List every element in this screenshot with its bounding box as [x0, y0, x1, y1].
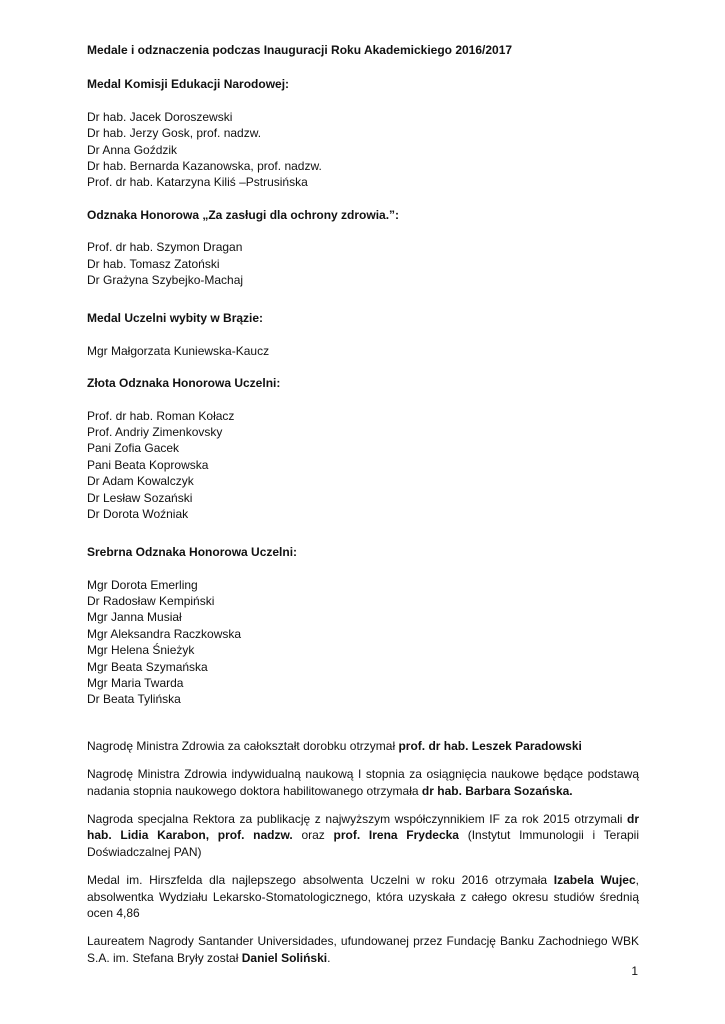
- list-item: Dr hab. Jacek Doroszewski: [87, 109, 233, 124]
- section-heading: Złota Odznaka Honorowa Uczelni:: [87, 376, 281, 391]
- list-item: Mgr Maria Twarda: [87, 676, 184, 691]
- list-item: Dr Lesław Sozański: [87, 490, 193, 505]
- section-bronze-medal: [87, 310, 639, 359]
- list-item: Prof. dr hab. Roman Kołacz: [87, 408, 235, 423]
- section-silver-badge: [87, 544, 639, 708]
- page-number: 1: [631, 964, 638, 978]
- recipient-list: [87, 577, 639, 708]
- recipient-list: [87, 239, 639, 288]
- list-item: Mgr Dorota Emerling: [87, 577, 198, 592]
- paragraph-text: Nagrodę Ministra Zdrowia za całokształt dorobku otrzymał: [87, 738, 399, 753]
- section-ken-medal: [87, 76, 639, 190]
- paragraph-text: Nagrodę Ministra Zdrowia indywidualną naukową I stopnia za osiągnięcia naukowe będące podstawą nadania stopnia naukowego doktora habilitowanego otrzymała: [87, 767, 639, 798]
- paragraph-text: , absolwentka Wydziału Lekarsko-Stomatologicznego, która uzyskała z całego okresu studiów średnią ocen 4,86: [87, 873, 639, 921]
- list-item: Mgr Beata Szymańska: [87, 659, 208, 674]
- list-item: Pani Beata Koprowska: [87, 457, 209, 472]
- list-item: Mgr Aleksandra Raczkowska: [87, 626, 242, 641]
- list-item: Prof. dr hab. Szymon Dragan: [87, 240, 243, 255]
- award-paragraph-hirszfeld: [87, 872, 639, 921]
- list-item: Mgr Małgorzata Kuniewska-Kaucz: [87, 343, 270, 358]
- list-item: Mgr Janna Musiał: [87, 610, 182, 625]
- paragraph-text: .: [327, 950, 331, 965]
- paragraph-text: (Instytut Immunologii i Terapii Doświadczalnej PAN): [87, 828, 639, 859]
- recipient-name: dr hab. Barbara Sozańska.: [421, 783, 573, 798]
- section-gold-badge: [87, 375, 639, 522]
- section-heading: Srebrna Odznaka Honorowa Uczelni:: [87, 545, 298, 560]
- recipient-list: [87, 343, 639, 359]
- section-heading: Odznaka Honorowa „Za zasługi dla ochrony zdrowia.”:: [87, 207, 400, 222]
- document-content: [87, 42, 639, 978]
- document-title: Medale i odznaczenia podczas Inauguracji Roku Akademickiego 2016/2017: [87, 43, 513, 57]
- award-paragraph-rector: [87, 811, 639, 860]
- list-item: Mgr Helena Śnieżyk: [87, 643, 195, 658]
- section-health-badge: [87, 207, 639, 289]
- paragraph-text: oraz: [292, 828, 334, 843]
- recipient-name: Izabela Wujec: [553, 873, 636, 888]
- list-item: Dr Anna Goździk: [87, 142, 178, 157]
- award-paragraph-lifetime: [87, 738, 639, 754]
- list-item: Dr Grażyna Szybejko-Machaj: [87, 272, 244, 287]
- list-item: Dr Dorota Woźniak: [87, 506, 189, 521]
- section-heading: Medal Komisji Edukacji Narodowej:: [87, 77, 290, 92]
- list-item: Dr hab. Tomasz Zatoński: [87, 256, 220, 271]
- list-item: Dr Beata Tylińska: [87, 692, 181, 707]
- award-paragraph-ministry: [87, 766, 639, 799]
- paragraph-text: Medal im. Hirszfelda dla najlepszego absolwenta Uczelni w roku 2016 otrzymała: [87, 873, 554, 888]
- list-item: Prof. Andriy Zimenkovsky: [87, 424, 223, 439]
- recipient-list: [87, 109, 639, 191]
- section-heading: Medal Uczelni wybity w Brązie:: [87, 311, 264, 326]
- award-paragraph-santander: [87, 933, 639, 966]
- paragraph-text: Nagroda specjalna Rektora za publikację z najwyższym współczynnikiem IF za rok 2015 otrzymali: [87, 812, 627, 827]
- recipient-name: Daniel Soliński: [241, 950, 328, 965]
- recipient-name: prof. dr hab. Leszek Paradowski: [398, 738, 582, 753]
- list-item: Dr hab. Bernarda Kazanowska, prof. nadzw.: [87, 158, 322, 173]
- recipient-name: dr hab. Lidia Karabon, prof. nadzw.: [87, 812, 639, 843]
- recipient-list: [87, 408, 639, 523]
- list-item: Pani Zofia Gacek: [87, 441, 180, 456]
- list-item: Dr hab. Jerzy Gosk, prof. nadzw.: [87, 126, 262, 141]
- paragraph-text: Laureatem Nagrody Santander Universidades, ufundowanej przez Fundację Banku Zachodniego WBK S.A. im. Stefana Bryły został: [87, 934, 639, 965]
- recipient-name: prof. Irena Frydecka: [333, 828, 459, 843]
- list-item: Dr Adam Kowalczyk: [87, 474, 194, 489]
- list-item: Prof. dr hab. Katarzyna Kiliś –Pstrusińska: [87, 175, 308, 190]
- list-item: Dr Radosław Kempiński: [87, 594, 215, 609]
